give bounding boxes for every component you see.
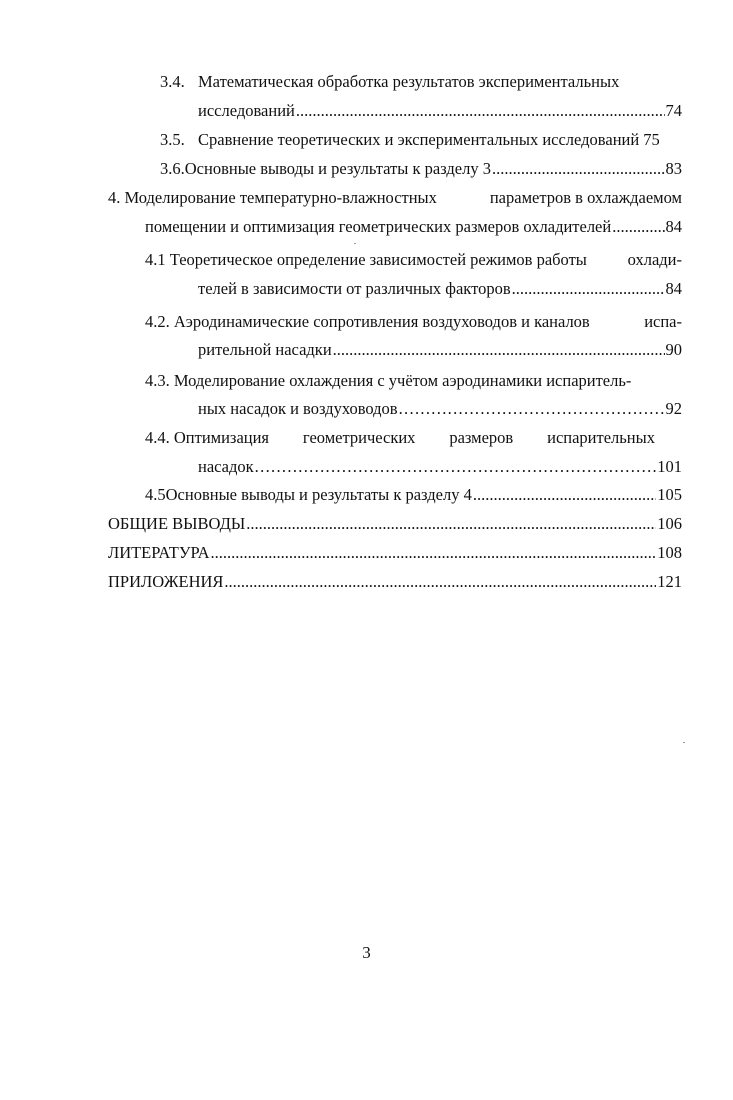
toc-entry-title-cont: исследований bbox=[198, 101, 295, 120]
toc-entry-3-4-line1 bbox=[160, 72, 680, 94]
toc-entry-title: ПРИЛОЖЕНИЯ bbox=[108, 572, 224, 591]
toc-entry-title: ОБЩИЕ ВЫВОДЫ bbox=[108, 514, 246, 533]
toc-entry-title: 4.1 Теоретическое определение зависимостей режимов работы bbox=[145, 250, 587, 269]
toc-entry-title: Сравнение теоретических и экспериментальных исследований bbox=[198, 130, 640, 149]
toc-page-number: 83 bbox=[665, 159, 682, 178]
toc-entry-title: испа- bbox=[644, 312, 682, 331]
toc-leader bbox=[296, 101, 665, 121]
toc-entry-4-line1 bbox=[108, 188, 682, 210]
toc-entry-title-cont: ных насадок и воздуховодов bbox=[198, 399, 398, 418]
toc-entry-title: 4.3. Моделирование охлаждения с учётом аэродинамики испаритель- bbox=[145, 371, 632, 390]
toc-leader bbox=[255, 457, 657, 477]
toc-page-number: 74 bbox=[665, 101, 682, 120]
toc-entry-title: Математическая обработка результатов экспериментальных bbox=[198, 72, 620, 91]
toc-entry-title-cont: насадок bbox=[198, 457, 254, 476]
toc-leader bbox=[399, 399, 665, 419]
toc-page-number: 92 bbox=[665, 399, 682, 418]
toc-entry-title: Основные выводы и результаты к разделу 4 bbox=[165, 485, 472, 504]
scan-speck bbox=[683, 742, 685, 743]
toc-leader bbox=[612, 217, 664, 237]
toc-page-number: 75 bbox=[643, 130, 660, 149]
toc-leader bbox=[224, 572, 656, 592]
toc-page-number: 121 bbox=[657, 572, 682, 591]
toc-page-number: 106 bbox=[657, 514, 682, 533]
toc-entry-title-cont: рительной насадки bbox=[198, 340, 332, 359]
toc-leader bbox=[246, 514, 656, 534]
toc-entry-4-3-line1 bbox=[145, 371, 682, 393]
toc-entry-general-conclusions bbox=[108, 514, 682, 536]
toc-entry-title: геометрических bbox=[302, 428, 416, 447]
toc-entry-4-1-line1 bbox=[145, 250, 682, 272]
toc-entry-title-cont: помещении и оптимизация геометрических размеров охладителей bbox=[145, 217, 612, 236]
scan-speck bbox=[354, 243, 356, 244]
toc-page-number: 90 bbox=[665, 340, 682, 359]
toc-entry-3-4-line2 bbox=[198, 101, 682, 123]
toc-entry-title: 4.4. Оптимизация bbox=[145, 428, 270, 447]
toc-entry-title-cont: телей в зависимости от различных факторов bbox=[198, 279, 511, 298]
toc-entry-4-5 bbox=[145, 485, 682, 507]
toc-entry-4-4-line1 bbox=[145, 428, 655, 450]
toc-entry-title: охлади- bbox=[627, 250, 682, 269]
toc-leader bbox=[473, 485, 656, 505]
toc-entry-4-3-line2 bbox=[198, 399, 682, 421]
toc-entry-3-6 bbox=[160, 159, 682, 181]
toc-entry-literature bbox=[108, 543, 682, 565]
toc-entry-title: Основные выводы и результаты к разделу 3 bbox=[184, 159, 491, 178]
toc-entry-number: 4.5 bbox=[145, 485, 166, 504]
toc-page-number: 101 bbox=[657, 457, 682, 476]
toc-entry-title: размеров bbox=[449, 428, 514, 447]
toc-entry-3-5 bbox=[160, 130, 682, 152]
toc-page-number: 105 bbox=[657, 485, 682, 504]
toc-leader bbox=[333, 340, 665, 360]
page-number: 3 bbox=[362, 943, 371, 962]
toc-entry-4-1-line2 bbox=[198, 279, 682, 301]
toc-entry-number: 3.6. bbox=[160, 159, 185, 178]
toc-entry-4-2-line2 bbox=[198, 340, 682, 362]
toc-entry-appendix bbox=[108, 572, 682, 594]
toc-entry-title: ЛИТЕРАТУРА bbox=[108, 543, 210, 562]
toc-entry-number: 3.4. bbox=[160, 72, 185, 91]
toc-entry-title: 4.2. Аэродинамические сопротивления воздуховодов и каналов bbox=[145, 312, 590, 331]
toc-page-number: 108 bbox=[657, 543, 682, 562]
toc-entry-title: параметров в охлаждаемом bbox=[489, 188, 682, 207]
toc-leader bbox=[512, 279, 665, 299]
toc-leader bbox=[492, 159, 665, 179]
toc-entry-4-line2 bbox=[145, 217, 682, 239]
toc-page-number: 84 bbox=[665, 279, 682, 298]
toc-entry-title: испарительных bbox=[547, 428, 655, 447]
toc-entry-number: 3.5. bbox=[160, 130, 185, 149]
toc-entry-4-4-line2 bbox=[198, 457, 682, 479]
toc-page-number: 84 bbox=[665, 217, 682, 236]
toc-entry-4-2-line1 bbox=[145, 312, 682, 334]
toc-leader bbox=[211, 543, 657, 563]
toc-entry-title: 4. Моделирование температурно-влажностных bbox=[108, 188, 437, 207]
